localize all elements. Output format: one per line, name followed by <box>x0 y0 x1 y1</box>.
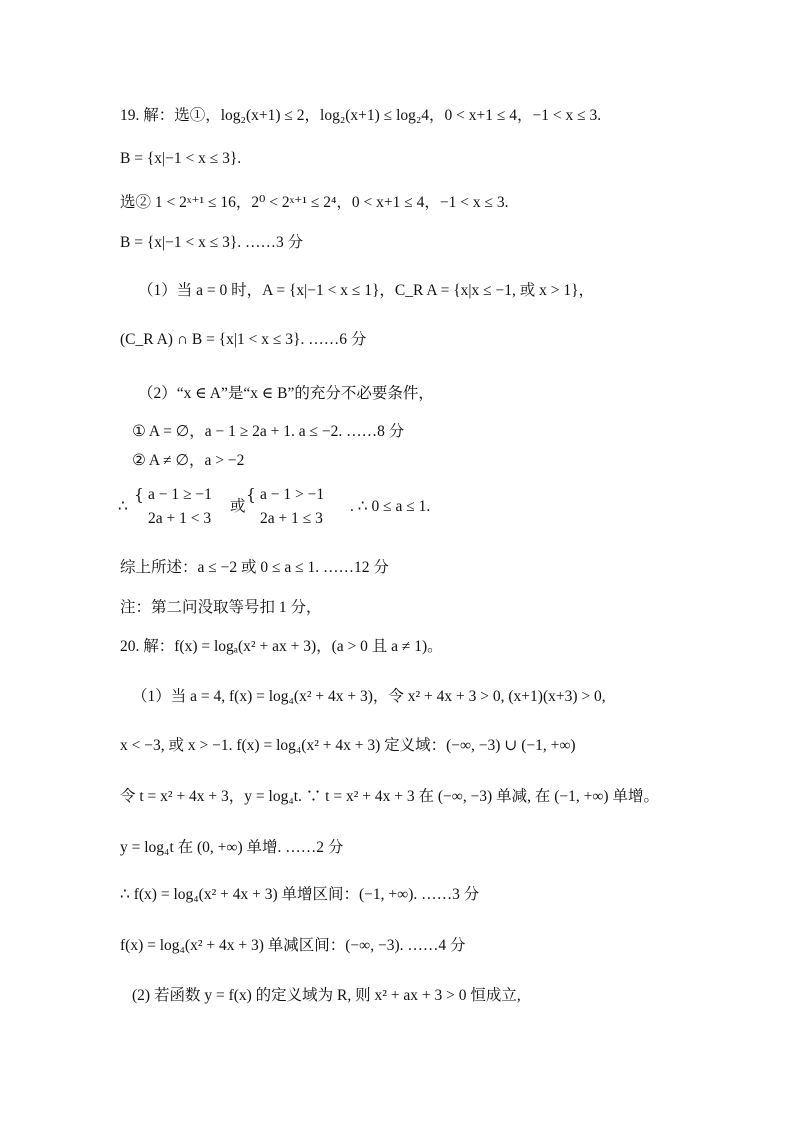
system-2-line-2: 2a + 1 ≤ 3 <box>260 510 323 527</box>
line-part-1-a-four: （1）当 a = 4, f(x) = log₄(x² + 4x + 3)，令 x² + 4x + 3 > 0, (x+1)(x+3) > 0, <box>132 688 606 705</box>
left-brace-1: { <box>134 486 144 504</box>
line-log-increasing: y = log₄t 在 (0, +∞) 单增. ……2 分 <box>120 839 344 856</box>
line-20-solution: 20. 解：f(x) = logₐ(x² + ax + 3)，(a > 0 且 a ≠ 1)。 <box>120 638 443 655</box>
line-19-solution-choice-1: 19. 解：选①，log₂(x+1) ≤ 2，log₂(x+1) ≤ log₂4，0 < x+1 ≤ 4，−1 < x ≤ 3. <box>120 107 602 124</box>
line-substitution: 令 t = x² + 4x + 3，y = log₄t. ∵ t = x² + 4x + 3 在 (−∞, −3) 单减, 在 (−1, +∞) 单增。 <box>120 788 659 805</box>
line-set-b-1: B = {x|−1 < x ≤ 3}. <box>120 150 242 167</box>
line-increasing-interval: ∴ f(x) = log₄(x² + 4x + 3) 单增区间：(−1, +∞). ……3 分 <box>120 886 480 903</box>
line-case-empty: ① A = ∅，a − 1 ≥ 2a + 1. a ≤ −2. ……8 分 <box>132 423 405 440</box>
line-part-2-condition: （2）“x ∈ A”是“x ∈ B”的充分不必要条件， <box>138 385 434 402</box>
therefore-symbol: ∴ <box>118 498 128 515</box>
line-domain: x < −3, 或 x > −1. f(x) = log₄(x² + 4x + 3) 定义域：(−∞, −3) ∪ (−1, +∞) <box>120 737 576 754</box>
line-set-b-2: B = {x|−1 < x ≤ 3}. ……3 分 <box>120 234 304 251</box>
line-part-2-domain-r: (2) 若函数 y = f(x) 的定义域为 R, 则 x² + ax + 3 > 0 恒成立, <box>132 987 521 1004</box>
system-conclusion: . ∴ 0 ≤ a ≤ 1. <box>350 498 431 515</box>
left-brace-2: { <box>246 486 256 504</box>
line-decreasing-interval: f(x) = log₄(x² + 4x + 3) 单减区间：(−∞, −3). ……4 分 <box>120 937 466 954</box>
system-1-line-2: 2a + 1 < 3 <box>148 510 212 527</box>
line-choice-2: 选② 1 < 2ˣ⁺¹ ≤ 16，2⁰ < 2ˣ⁺¹ ≤ 2⁴，0 < x+1 ≤ 4，−1 < x ≤ 3. <box>120 194 509 211</box>
line-case-nonempty: ② A ≠ ∅，a > −2 <box>132 452 245 469</box>
line-intersection: (C_R A) ∩ B = {x|1 < x ≤ 3}. ……6 分 <box>120 331 367 348</box>
line-summary: 综上所述：a ≤ −2 或 0 ≤ a ≤ 1. ……12 分 <box>120 559 389 576</box>
line-note: 注：第二问没取等号扣 1 分， <box>120 599 322 616</box>
system-1-line-1: a − 1 ≥ −1 <box>148 486 212 503</box>
line-part-1-a-zero: （1）当 a = 0 时，A = {x|−1 < x ≤ 1}，C_R A = {x|x ≤ −1, 或 x > 1}， <box>138 282 595 299</box>
system-2-line-1: a − 1 > −1 <box>260 486 325 503</box>
or-word: 或 <box>230 498 246 515</box>
